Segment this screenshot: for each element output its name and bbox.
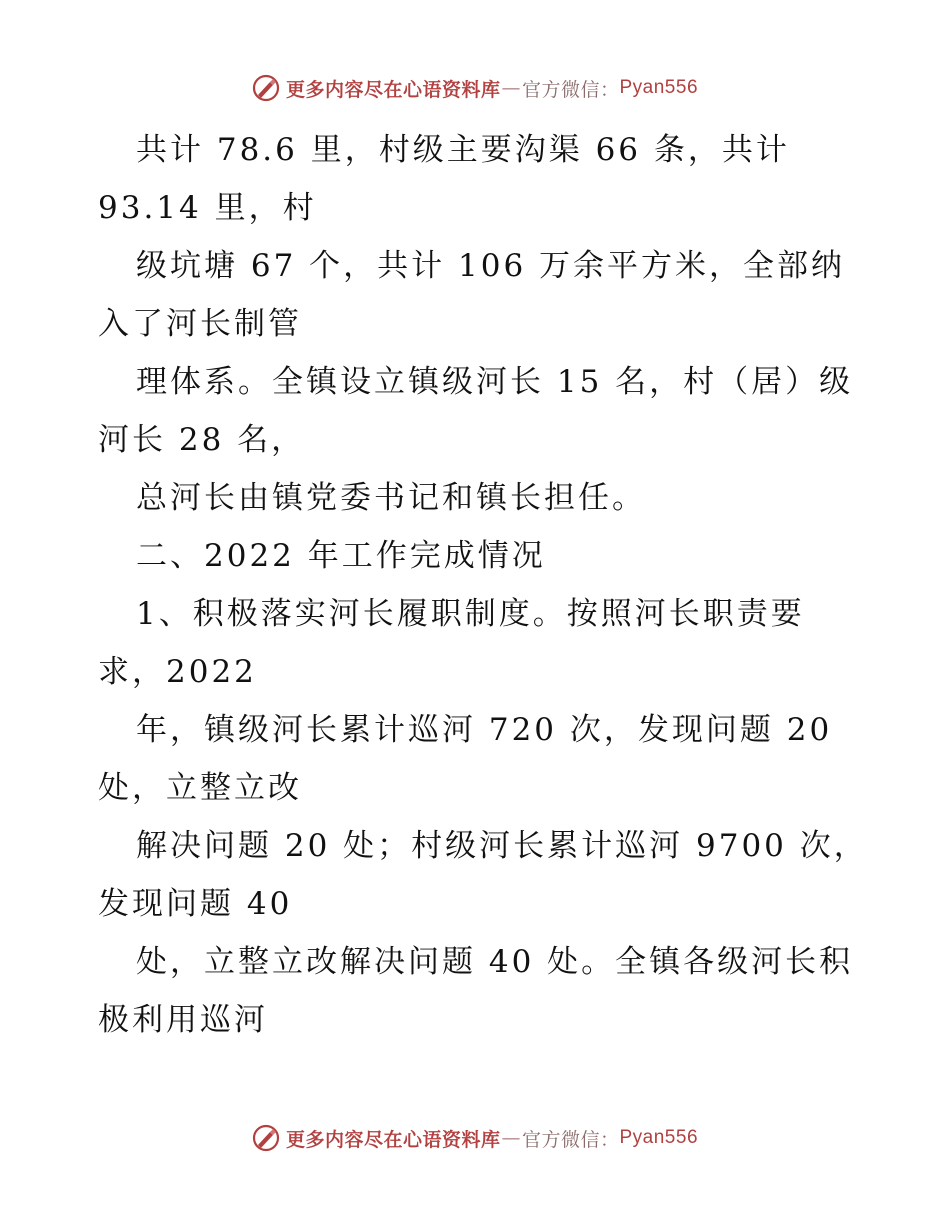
text-line: 解决问题 20 处；村级河长累计巡河 9700 次，	[136, 828, 868, 864]
text-line: 总河长由镇党委书记和镇长担任。	[136, 480, 646, 516]
document-body	[98, 121, 868, 1049]
pen-logo-icon	[252, 74, 280, 102]
footer-watermark	[0, 1124, 950, 1152]
text-line: 求，2022	[98, 654, 257, 690]
text-line: 极利用巡河	[98, 1002, 268, 1038]
text-line: 处，立整立改	[98, 770, 302, 806]
section-heading: 二、2022 年工作完成情况	[136, 538, 546, 574]
text-line: 理体系。全镇设立镇级河长 15 名，村（居）级	[136, 364, 854, 400]
text-line: 年，镇级河长累计巡河 720 次，发现问题 20	[136, 712, 833, 748]
text-line: 1、积极落实河长履职制度。按照河长职责要	[136, 596, 805, 632]
watermark-dash: —	[501, 77, 521, 99]
watermark-official-label: 官方微信：	[521, 78, 620, 101]
watermark-dash: —	[501, 1127, 521, 1149]
watermark-main-text: 更多内容尽在心语资料库	[285, 78, 501, 101]
watermark-wechat-id: Pyan556	[619, 1127, 699, 1148]
pen-logo-icon	[252, 1124, 280, 1152]
watermark-wechat-id: Pyan556	[619, 77, 699, 98]
header-watermark	[0, 74, 950, 102]
text-line: 级坑塘 67 个，共计 106 万余平方米，全部纳	[136, 248, 846, 284]
text-line: 93.14 里，村	[98, 190, 317, 226]
text-line: 共计 78.6 里，村级主要沟渠 66 条，共计	[136, 132, 790, 168]
watermark-official-label: 官方微信：	[521, 1128, 620, 1151]
text-line: 发现问题 40	[98, 886, 293, 922]
text-line: 入了河长制管	[98, 306, 302, 342]
watermark-main-text: 更多内容尽在心语资料库	[285, 1128, 501, 1151]
text-line: 处，立整立改解决问题 40 处。全镇各级河长积	[136, 944, 854, 980]
text-line: 河长 28 名，	[98, 422, 306, 458]
